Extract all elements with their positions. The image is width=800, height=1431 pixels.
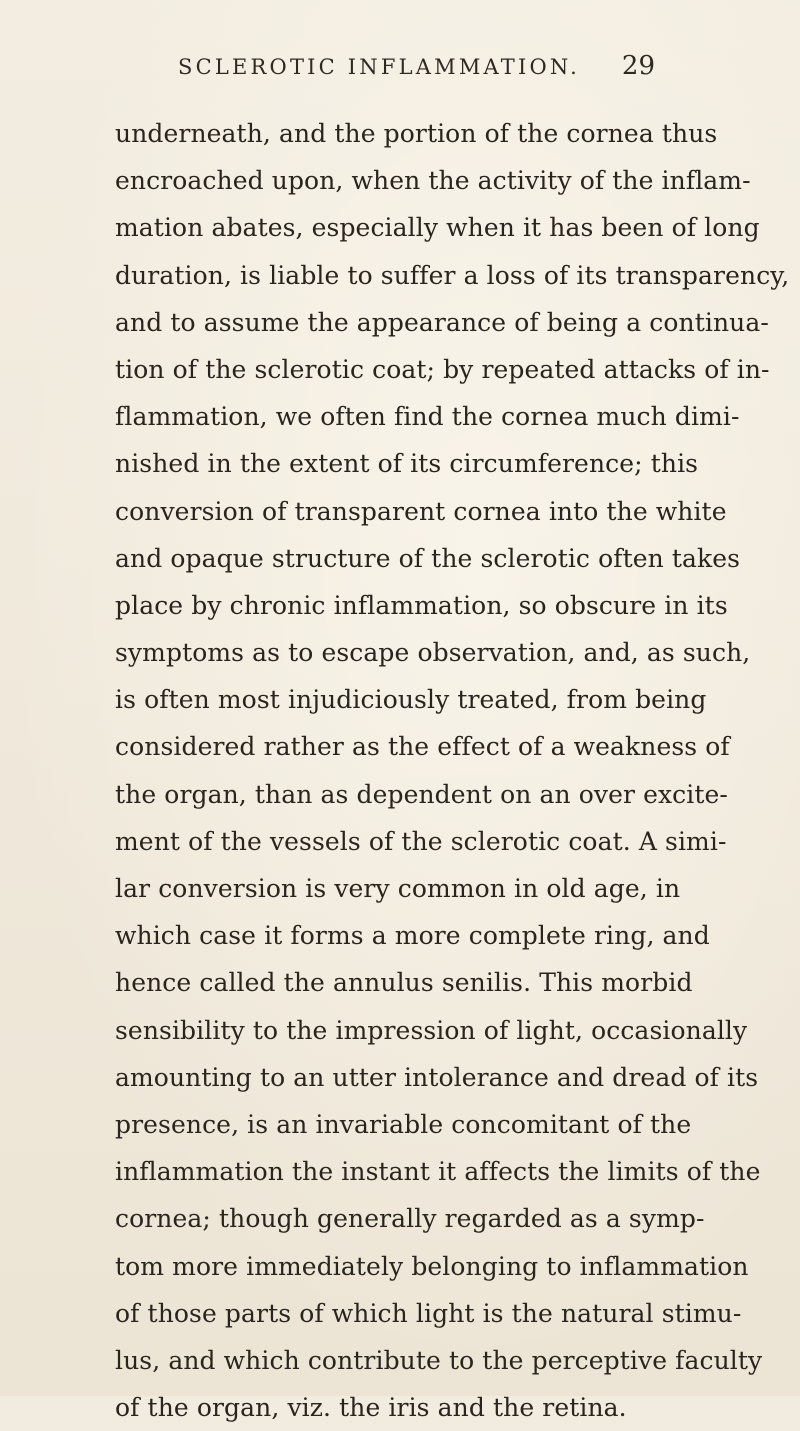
text-line: lar conversion is very common in old age, in xyxy=(115,874,681,903)
text-line: tion of the sclerotic coat; by repeated attacks of in- xyxy=(115,354,770,384)
text-line: which case it forms a more complete ring, and xyxy=(115,921,710,951)
text-line: of those parts of which light is the natural stimu- xyxy=(115,1298,742,1328)
text-line: underneath, and the portion of the cornea thus xyxy=(115,119,718,148)
text-line: nished in the extent of its circumference; this xyxy=(115,449,699,479)
text-line: and opaque structure of the sclerotic often takes xyxy=(115,543,741,573)
text-line-last: of the organ, viz. the iris and the retina. xyxy=(115,1393,627,1423)
text-line: flammation, we often find the cornea much dimi- xyxy=(115,402,740,432)
running-title: SCLEROTIC INFLAMMATION. xyxy=(178,55,581,79)
text-line: conversion of transparent cornea into the white xyxy=(115,496,727,526)
text-line: presence, is an invariable concomitant of the xyxy=(115,1109,692,1139)
text-line: lus, and which contribute to the perceptive faculty xyxy=(115,1345,763,1375)
text-line: and to assume the appearance of being a continua- xyxy=(115,307,769,337)
text-line: cornea; though generally regarded as a symp- xyxy=(115,1204,705,1234)
text-line: amounting to an utter intolerance and dread of its xyxy=(115,1062,759,1092)
text-line: hence called the annulus senilis. This morbid xyxy=(115,968,693,998)
text-line: ment of the vessels of the sclerotic coat. A simi- xyxy=(115,826,727,856)
text-line: symptoms as to escape observation, and, as such, xyxy=(115,638,751,668)
text-line: mation abates, especially when it has been of long xyxy=(115,213,760,243)
text-line: encroached upon, when the activity of the inflam- xyxy=(115,166,751,196)
text-line: place by chronic inflammation, so obscure in its xyxy=(115,590,728,620)
text-line: sensibility to the impression of light, occasionally xyxy=(115,1015,748,1045)
text-line: the organ, than as dependent on an over excite- xyxy=(115,779,728,809)
text-line: considered rather as the effect of a weakness of xyxy=(115,732,730,762)
body-text xyxy=(115,110,790,1431)
text-line: is often most injudiciously treated, from being xyxy=(115,685,707,715)
text-line: tom more immediately belonging to inflammation xyxy=(115,1251,749,1281)
page-number: 29 xyxy=(621,51,655,81)
text-line: duration, is liable to suffer a loss of its transparency, xyxy=(115,260,790,290)
text-line: inflammation the instant it affects the limits of the xyxy=(115,1157,761,1187)
running-head xyxy=(0,51,800,91)
